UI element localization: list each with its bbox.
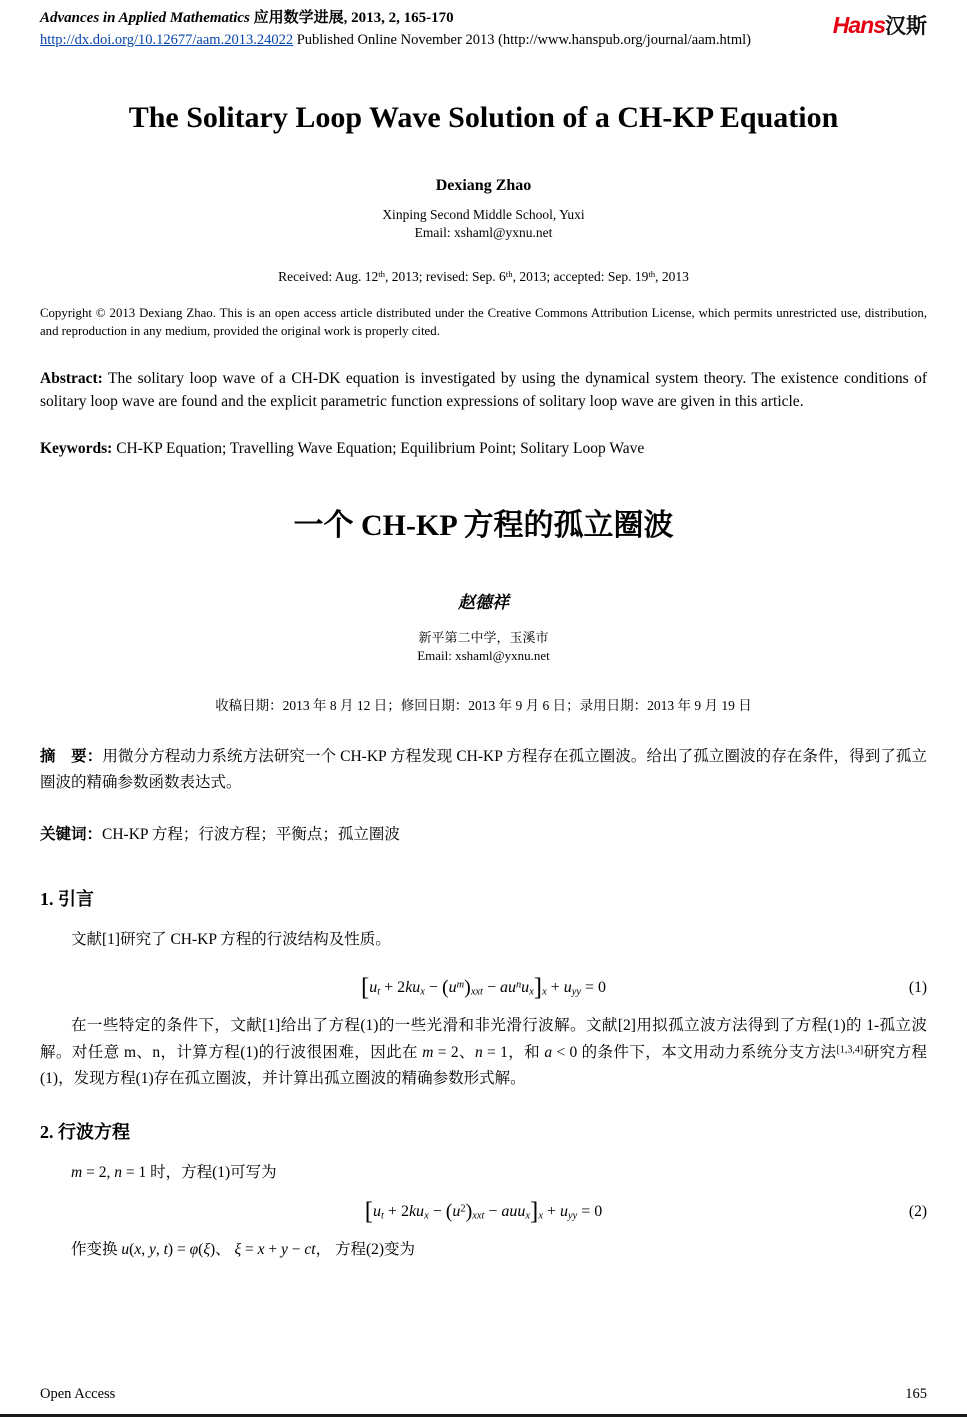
affiliation-zh: 新平第二中学，玉溪市 [418,630,549,646]
paper-title-en: The Solitary Loop Wave Solution of a CH-KP Equation [128,100,839,134]
page-header [40,8,927,51]
journal-line [40,8,751,28]
email-zh: Email: xshaml@yxnu.net [417,648,550,664]
section-1-paragraph-2: 在一些特定的条件下，文献[1]给出了方程(1)的一些光滑和非光滑行波解。文献[2]用拟孤立波方法得到了方程(1)的 1-孤立波解。对任意 m、n，计算方程(1)的行波很困难，因此在 m = 2、n = 1，和 a < 0 的条件下，本文用动力系统分支方法[1,3,4]研究方程(1)，发现方程(1)存在孤立圈波，并计算出孤立圈波的精确参数形式解。 [40,1017,927,1088]
keywords-zh-text: CH-KP 方程；行波方程；平衡点；孤立圈波 [102,825,400,843]
keywords-zh [40,822,927,848]
section-1-paragraph-1: 文献[1]研究了 CH-KP 方程的行波结构及性质。 [71,931,391,949]
journal-name-zh: 应用数学进展 [253,10,344,26]
equation-2-number: (2) [908,1202,927,1220]
abstract-label: Abstract: [40,369,103,387]
equation-2 [40,1197,927,1227]
paper-title-zh: 一个 CH-KP 方程的孤立圈波 [293,509,674,543]
equation-1-number: (1) [908,979,927,997]
hans-logo-text: Hans [832,12,885,38]
abstract-en [40,367,927,414]
journal-name-en: Advances in Applied Mathematics [40,10,250,26]
doi-line [40,31,751,51]
open-access-label: Open Access [40,1386,116,1402]
keywords-text: CH-KP Equation; Travelling Wave Equation; Equilibrium Point; Solitary Loop Wave [112,440,645,458]
equation-1-body: $[u_t + 2ku_x - (u^m)_{xxt} - au^nu_x]_x + u_{yy} = 0$ [361,974,606,1002]
received-line-zh: 收稿日期：2013 年 8 月 12 日；修回日期：2013 年 9 月 6 日；录用日期：2013 年 9 月 19 日 [215,698,752,714]
author-name-en: Dexiang Zhao [435,176,532,194]
doi-link[interactable]: http://dx.doi.org/10.12677/aam.2013.24022 [40,32,294,49]
copyright-notice: Copyright © 2013 Dexiang Zhao. This is an open access article distributed under the Creative Commons Attribution License, which permits unrestricted use, distribution, and reproduction in any medium, provided the original work is properly cited. [40,305,927,338]
journal-info [40,8,751,51]
abstract-text: The solitary loop wave of a CH-DK equation is investigated by using the dynamical system theory. The existence conditions of solitary loop wave are found and the explicit parametric function expressions of solitary loop wave are given in this article. [40,369,927,410]
section-1-title: 1. 引言 [40,889,94,910]
hans-logo [833,8,927,40]
journal-issue: , 2013, 2, 165-170 [343,10,454,26]
published-online-text: Published Online November 2013 (http://www.hanspub.org/journal/aam.html) [296,32,751,49]
keywords-zh-label: 关键词： [40,825,103,843]
keywords-en [40,437,927,460]
affiliation-en: Xinping Second Middle School, Yuxi [382,206,585,222]
abstract-zh-text: 用微分方程动力系统方法研究一个 CH-KP 方程发现 CH-KP 方程存在孤立圈波。给出了孤立圈波的存在条件，得到了孤立圈波的精确参数函数表达式。 [40,748,927,791]
page-number: 165 [905,1386,927,1402]
page-footer [40,1386,927,1403]
email-en: Email: xshaml@yxnu.net [414,224,553,240]
section-2-title: 2. 行波方程 [40,1122,130,1143]
equation-1 [40,973,927,1003]
section-2-paragraph-1: m = 2, n = 1 时，方程(1)可写为 [71,1164,277,1182]
author-name-zh: 赵德祥 [458,593,509,613]
section-2-paragraph-2: 作变换 u(x, y, t) = φ(ξ)、 ξ = x + y − ct， 方程(2)变为 [71,1240,416,1258]
abstract-zh [40,744,927,795]
keywords-label: Keywords: [40,440,113,458]
hans-logo-zh: 汉斯 [885,15,927,38]
abstract-zh-label: 摘 要： [40,748,103,766]
received-line-en: Received: Aug. 12th, 2013; revised: Sep. 6th, 2013; accepted: Sep. 19th, 2013 [278,268,689,284]
equation-2-body: $[u_t + 2ku_x - (u^2)_{xxt} - auu_x]_x + u_{yy} = 0$ [364,1198,603,1225]
